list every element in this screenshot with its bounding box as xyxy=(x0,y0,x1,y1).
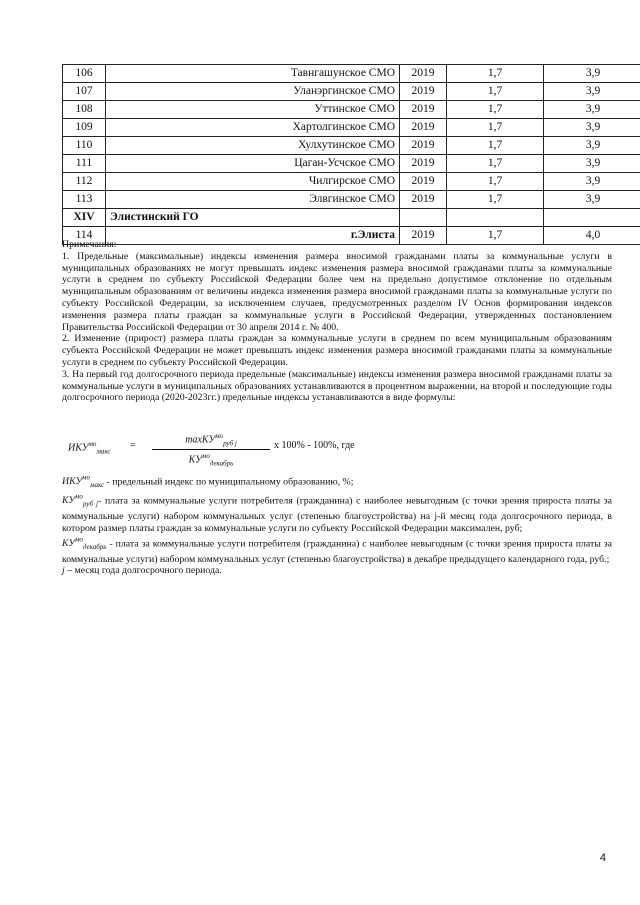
index-value-1-cell: 1,7 xyxy=(447,137,544,155)
formula-fraction-bar xyxy=(152,449,270,450)
municipality-name-cell: Уттинское СМО xyxy=(106,101,400,119)
formula-tail: х 100% - 100%, где xyxy=(274,440,355,451)
year-cell: 2019 xyxy=(400,101,447,119)
definition-3-sub: декабрь xyxy=(82,542,107,551)
year-cell: 2019 xyxy=(400,227,447,245)
municipality-name-cell: Уланэргинское СМО xyxy=(106,83,400,101)
formula-numerator-sub: руб j xyxy=(223,439,237,448)
year-cell: 2019 xyxy=(400,155,447,173)
table-row xyxy=(63,191,640,209)
definition-1-symbol: ИКУ xyxy=(62,476,83,488)
row-number-cell: 111 xyxy=(63,155,106,173)
formula-denominator xyxy=(152,452,270,467)
section-row xyxy=(63,209,640,227)
formula-fraction xyxy=(152,432,270,467)
row-number-cell: 110 xyxy=(63,137,106,155)
formula-numerator-sup: мо xyxy=(215,432,224,440)
section-number-cell: XIV xyxy=(63,209,106,227)
empty-cell xyxy=(400,209,447,227)
note-paragraph-3: 3. На первый год долгосрочного периода предельные (максимальные) индексы изменения размера вносимой гражданами платы за коммунальные услуги в муниципальных образованиях устанавливаются в процентном выражении, на второй и последующие годы долгосрочного периода (2020-2023гг.) предельные индексы устанавливаются в виде формулы: xyxy=(62,368,612,404)
formula-lhs-sub: макс xyxy=(96,447,111,456)
index-value-2-cell: 3,9 xyxy=(544,173,640,191)
index-value-1-cell: 1,7 xyxy=(447,83,544,101)
row-number-cell: 106 xyxy=(63,65,106,83)
definition-1 xyxy=(62,473,612,492)
year-cell: 2019 xyxy=(400,65,447,83)
index-formula xyxy=(68,432,588,472)
row-number-cell: 112 xyxy=(63,173,106,191)
tariff-index-table xyxy=(62,64,640,245)
formula-lhs-sup: мо xyxy=(88,440,97,448)
formula-denominator-sub: декабрь xyxy=(209,459,234,468)
index-value-2-cell: 3,9 xyxy=(544,155,640,173)
row-number-cell: 107 xyxy=(63,83,106,101)
table-row xyxy=(63,155,640,173)
index-value-2-cell: 3,9 xyxy=(544,65,640,83)
municipality-name-cell: Чилгирское СМО xyxy=(106,173,400,191)
municipality-name-cell: Элвгинское СМО xyxy=(106,191,400,209)
empty-cell xyxy=(544,209,640,227)
empty-cell xyxy=(447,209,544,227)
definition-2-text: - плата за коммунальные услуги потребителя (гражданина) с наиболее невыгодным (с точки зрения прироста платы за коммунальные услуги) набором коммунальных услуг (степенью благоустройства) на j-й месяц года долгосрочного периода, в котором размер платы граждан за коммунальные услуги по субъекту Российской Федерации максимален, руб; xyxy=(62,495,612,534)
note-paragraph-1: 1. Предельные (максимальные) индексы изменения размера вносимой гражданами платы за коммунальные услуги в муниципальных образованиях не могут превышать индекс изменения размера вносимой гражданами платы за коммунальные услуги в среднем по субъекту Российской Федерации более чем на предельно допустимое отклонение по отдельным муниципальным образованиям от величины индекса изменения размера вносимой гражданами платы за коммунальные услуги по субъекту Российской Федерации, за исключением случаев, предусмотренных разделом IV Основ формирования индексов изменения размера платы граждан за коммунальные услуги в Российской Федерации, утвержденных постановлением Правительства Российской Федерации от 30 апреля 2014 г. № 400. xyxy=(62,250,612,333)
definition-2-sub: руб j xyxy=(82,500,98,509)
section-name-cell: Элистинский ГО xyxy=(106,209,400,227)
index-value-1-cell: 1,7 xyxy=(447,101,544,119)
formula-numerator xyxy=(152,432,270,447)
notes-block xyxy=(62,239,612,404)
definition-2-sup: мо xyxy=(74,493,83,502)
table-row xyxy=(63,119,640,137)
definition-3-symbol: КУ xyxy=(62,537,75,549)
table-row xyxy=(63,137,640,155)
definition-2-symbol: КУ xyxy=(62,495,75,507)
definition-4-text: – месяц года долгосрочного периода. xyxy=(64,565,222,577)
definition-3 xyxy=(62,535,612,566)
definition-1-sub: макс xyxy=(90,481,105,490)
year-cell: 2019 xyxy=(400,137,447,155)
row-number-cell: 114 xyxy=(63,227,106,245)
table-row xyxy=(63,173,640,191)
year-cell: 2019 xyxy=(400,83,447,101)
index-value-1-cell: 1,7 xyxy=(447,119,544,137)
year-cell: 2019 xyxy=(400,191,447,209)
index-value-2-cell: 3,9 xyxy=(544,191,640,209)
formula-lhs xyxy=(68,440,111,455)
formula-numerator-symbol: maxКУ xyxy=(185,434,216,446)
index-value-2-cell: 3,9 xyxy=(544,101,640,119)
municipality-name-cell: Хулхутинское СМО xyxy=(106,137,400,155)
index-value-2-cell: 3,9 xyxy=(544,119,640,137)
table-row xyxy=(63,101,640,119)
row-number-cell: 113 xyxy=(63,191,106,209)
table-row xyxy=(63,65,640,83)
year-cell: 2019 xyxy=(400,119,447,137)
index-value-2-cell: 3,9 xyxy=(544,83,640,101)
page-number: 4 xyxy=(599,852,606,864)
index-value-1-cell: 1,7 xyxy=(447,65,544,83)
municipality-name-cell: Тавнгашунское СМО xyxy=(106,65,400,83)
row-number-cell: 109 xyxy=(63,119,106,137)
notes-heading: Примечания: xyxy=(62,239,117,250)
year-cell: 2019 xyxy=(400,173,447,191)
formula-lhs-symbol: ИКУ xyxy=(68,442,89,454)
municipality-name-cell: Хартолгинское СМО xyxy=(106,119,400,137)
index-value-1-cell: 1,7 xyxy=(447,191,544,209)
note-paragraph-2: 2. Изменение (прирост) размера платы граждан за коммунальные услуги в среднем по всем муниципальным образованиям субъекта Российской Федерации не может превышать индекс изменения размера вносимой гражданами платы за коммунальные услуги в среднем по субъекту Российской Федерации. xyxy=(62,333,612,368)
definition-3-sup: мо xyxy=(74,535,83,544)
table-row xyxy=(63,83,640,101)
index-value-2-cell: 3,9 xyxy=(544,137,640,155)
definition-4-symbol: j xyxy=(62,565,65,577)
index-value-1-cell: 1,7 xyxy=(447,155,544,173)
definitions-block xyxy=(62,473,612,577)
table-body xyxy=(63,65,640,245)
definition-1-text: - предельный индекс по муниципальному образованию, %; xyxy=(104,476,354,488)
municipality-name-cell: г.Элиста xyxy=(106,227,400,245)
definition-2 xyxy=(62,492,612,535)
index-value-1-cell: 1,7 xyxy=(447,227,544,245)
municipality-name-cell: Цаган-Усчское СМО xyxy=(106,155,400,173)
index-value-2-cell: 4,0 xyxy=(544,227,640,245)
index-value-1-cell: 1,7 xyxy=(447,173,544,191)
definition-1-sup: мо xyxy=(82,474,91,482)
formula-denominator-sup: мо xyxy=(201,452,210,460)
definition-4 xyxy=(62,565,612,577)
formula-denominator-symbol: КУ xyxy=(188,454,202,466)
definition-3-text: - плата за коммунальные услуги потребителя (гражданина) с наиболее невыгодным (с точки зрения прироста платы за коммунальные услуги) набором коммунальных услуг (степенью благоустройства) в декабре предыдущего календарного года, руб.; xyxy=(62,537,612,565)
row-number-cell: 108 xyxy=(63,101,106,119)
formula-equals: = xyxy=(130,440,136,451)
